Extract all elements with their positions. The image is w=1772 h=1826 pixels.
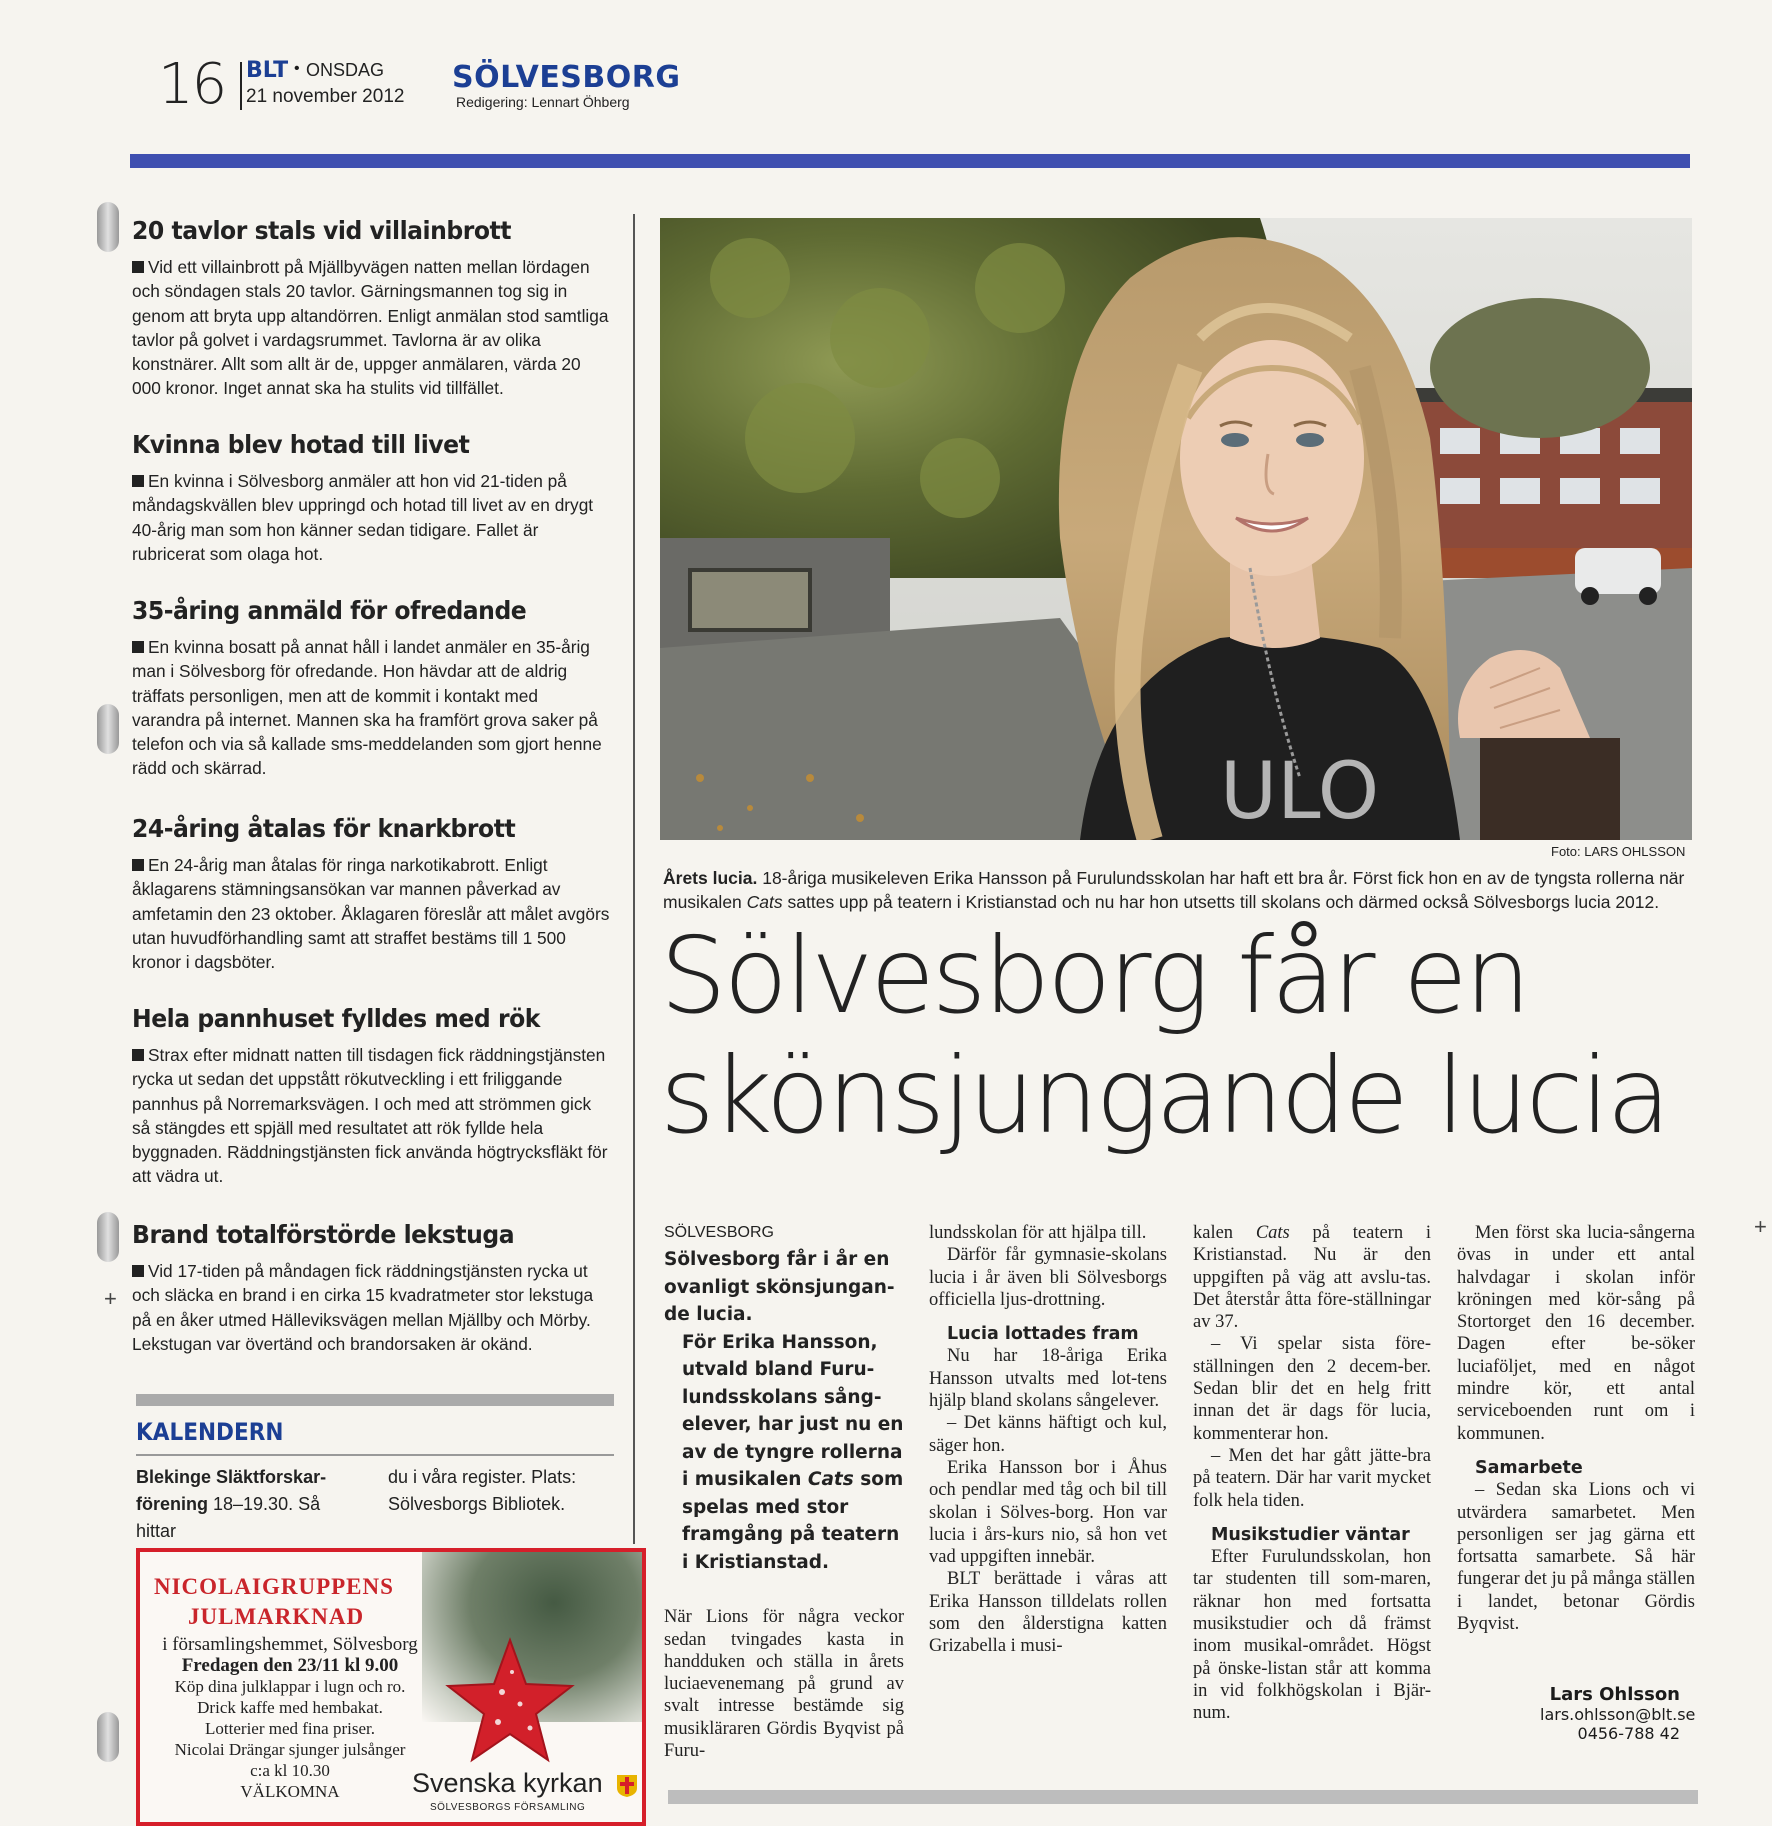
article-dateline: SÖLVESBORG	[664, 1224, 774, 1241]
article-subheading: Samarbete	[1475, 1457, 1583, 1478]
brief-body: Vid 17-tiden på måndagen fick räddningstjänsten rycka ut och släcka en brand i en cirka 15 kvadratmeter stor lekstuga på en åker utmed Hälleviksvägen mellan Mjällby och Mörby. Lekstugan var övertänd och brandorsaken är okänd.	[132, 1261, 594, 1354]
church-cross-icon	[616, 1774, 638, 1798]
calendar-entry-name: Blekinge Släktforskar-förening	[136, 1467, 327, 1514]
registration-mark: +	[104, 1286, 117, 1311]
brief-title: 24-åring åtalas för knarkbrott	[132, 814, 516, 843]
article-paragraph: – Vi spelar sista före-ställningen den 2 decem-ber. Sedan blir det en helg fritt innan det är dags för lucia, kommenterar hon.	[1193, 1334, 1431, 1444]
article-headline: Sölvesborg får en skönsjungande lucia	[660, 915, 1669, 1157]
registration-mark: +	[1754, 1214, 1767, 1239]
binder-hole	[97, 1212, 119, 1262]
bullet-square	[132, 859, 144, 871]
article-paragraph: När Lions för några veckor sedan tvingades kasta in handduken och ställa in årets luciaevenemang på grund av svalt intresse bestämde sig musikläraren Gördis Byqvist på Furu-	[664, 1607, 904, 1762]
news-brief	[132, 430, 610, 566]
article-paragraph: – Men det har gått jätte-bra på teatern. Där har varit mycket folk hela tiden.	[1193, 1445, 1431, 1511]
svg-text:ULO: ULO	[1220, 747, 1380, 837]
brief-title: 20 tavlor stals vid villainbrott	[132, 216, 512, 245]
bullet-square	[132, 1049, 144, 1061]
calendar-entry-text: 18–19.30. Så hittar	[136, 1494, 321, 1541]
article-paragraph: kalen Cats på teatern i Kristianstad. Nu är den uppgiften på väg att avslu-tas. Det återstår åtta före-ställningar av 37.	[1193, 1223, 1431, 1333]
brief-title: Brand totalförstörde lekstuga	[132, 1220, 515, 1249]
article-column-3	[1193, 1222, 1431, 1725]
article-paragraph: Erika Hansson bor i Åhus och pendlar med tåg och bil till skolan i Sölves-borg. Hon var lucia i års-kurs nio, så hon vet vad uppgiften innebär.	[929, 1457, 1167, 1568]
brief-body: Vid ett villainbrott på Mjällbyvägen natten mellan lördagen och söndagen stals 20 tavlor. Gärningsmannen tog sig in genom att bryta upp altandörren. Enligt anmälan stod samtliga tavlor på golvet i vardagsrummet. Tavlorna är av olika konstnärer. Allt som allt är de, uppger anmälaren, värda 20 000 kronor. Inget annat ska ha stulits vid tillfället.	[132, 257, 609, 399]
bleed-through-ghost	[700, 40, 728, 133]
bottom-band	[668, 1790, 1698, 1804]
lucia-photo	[660, 218, 1692, 840]
brief-body: En 24-årig man åtalas för ringa narkotikabrott. Enligt åklagarens stämningsansökan var mannen påverkad av amfetamin den 23 oktober. Åklagaren föreslår att målet avgörs utan huvudförhandling samt att straffet bestäms till 1 500 kronor i dagsböter.	[132, 855, 610, 973]
byline	[1540, 1684, 1696, 1743]
calendar-band	[136, 1394, 614, 1406]
byline-name: Lars Ohlsson	[1549, 1684, 1680, 1705]
byline-email: lars.ohlsson@blt.se	[1540, 1705, 1696, 1724]
brief-title: 35-åring anmäld för ofredande	[132, 596, 527, 625]
header-separator	[240, 62, 242, 110]
bullet-square	[132, 1265, 144, 1277]
news-brief	[132, 216, 610, 401]
bullet-square	[132, 261, 144, 273]
news-brief	[132, 596, 610, 781]
byline-phone: 0456-788 42	[1577, 1724, 1680, 1743]
article-paragraph: BLT berättade i våras att Erika Hansson tilldelats rollen som den ålderstigna katten Grizabella i musi-	[929, 1569, 1167, 1657]
brief-title: Kvinna blev hotad till livet	[132, 430, 470, 459]
section-editor: Redigering: Lennart Öhberg	[456, 94, 630, 110]
page-number: 16	[158, 52, 226, 117]
article-paragraph: – Det känns häftigt och kul, säger hon.	[929, 1413, 1167, 1456]
header-weekday: ONSDAG	[306, 60, 385, 80]
binder-hole	[97, 1712, 119, 1762]
article-paragraph: Efter Furulundsskolan, hon tar studenten till som-maren, räknar hon med fortsatta musikstudier och då främst inom musikal-området. Högst på önske-listan står att komma in vid folkhögskolan i Bjär-num.	[1193, 1547, 1431, 1724]
article-lead-2: För Erika Hansson, utvald bland Furu-lundsskolans sång-elever, har just nu en av de tyngre rollerna i musikalen Cats som spelas med stor framgång på teatern i Kristianstad.	[682, 1331, 904, 1573]
article-subheading: Lucia lottades fram	[947, 1324, 1139, 1345]
ad-org-sub: SÖLVESBORGS FÖRSAMLING	[430, 1802, 586, 1813]
article-column-1	[664, 1222, 904, 1762]
brief-title: Hela pannhuset fylldes med rök	[132, 1004, 540, 1033]
calendar-entry-continued: du i våra register. Plats: Sölvesborgs Bibliotek.	[388, 1467, 577, 1514]
calendar-title: KALENDERN	[136, 1418, 284, 1446]
news-brief	[132, 1004, 610, 1189]
header-date: 21 november 2012	[246, 86, 405, 107]
calendar-entry	[136, 1464, 364, 1545]
article-column-4	[1457, 1222, 1695, 1635]
paper-logo: BLT	[246, 58, 289, 83]
article-paragraph: – Sedan ska Lions och vi utvärdera samarbetet. Men personligen ser jag gärna ett fortsatta samarbete. Så här fungerar det ju på många ställen i landet, betonar Gördis Byqvist.	[1457, 1480, 1695, 1635]
ad-org: Svenska kyrkan	[412, 1768, 603, 1798]
article-paragraph: Därför får gymnasie-skolans lucia i år även bli Sölvesborgs officiella ljus-drottning.	[929, 1245, 1167, 1310]
header-rule	[130, 154, 1690, 168]
binder-hole	[97, 202, 119, 252]
header-dot: •	[294, 60, 300, 77]
bullet-square	[132, 475, 144, 487]
julmarknad-ad	[136, 1548, 646, 1826]
brief-body: En kvinna bosatt på annat håll i landet anmäler en 35-årig man i Sölvesborg för ofredande. Hon hävdar att de aldrig träffats personligen, men att de kommit i kontakt med varandra på internet. Mannen ska ha framfört grova saker på telefon och via så kallade sms-meddelanden som gjort henne rädd och skärrad.	[132, 637, 602, 779]
ad-title: NICOLAIGRUPPENS JULMARKNAD	[154, 1574, 394, 1629]
portrait-illustration	[660, 218, 1692, 840]
article-subheading: Musikstudier väntar	[1211, 1524, 1410, 1545]
news-brief	[132, 814, 610, 974]
article-paragraph: lundsskolan för att hjälpa till.	[929, 1223, 1147, 1243]
article-paragraph: Nu har 18-åriga Erika Hansson utvalts med lot-tens hjälp bland skolans sångelever.	[929, 1346, 1167, 1412]
ad-when: Fredagen den 23/11 kl 9.00	[181, 1655, 399, 1676]
section-title: SÖLVESBORG	[452, 60, 681, 95]
brief-body: Strax efter midnatt natten till tisdagen fick räddningstjänsten rycka ut sedan det uppstått rökutveckling i ett friliggande pannhus på Norremarksvägen. I och med att strömmen gick så stängdes ett spjäll med resultatet att rök fyllde hela byggnaden. Räddningstjänsten fick använda högtrycksfläkt för att vädra ut.	[132, 1045, 608, 1187]
photo-credit: Foto: LARS OHLSSON	[1551, 844, 1686, 859]
article-paragraph: Men först ska lucia-sångerna övas in under ett antal halvdagar i skolan inför kröningen med kör-sång på Stortorget den 16 december. Dagen efter be-söker luciaföljet, med en något mindre kör, ett antal serviceboenden runt om i kommunen.	[1457, 1223, 1695, 1444]
brief-body: En kvinna i Sölvesborg anmäler att hon vid 21-tiden på måndagskvällen blev uppringd och hotad till livet av en drygt 40-årig man som hon känner sedan tidigare. Fallet är rubricerat som olaga hot.	[132, 471, 594, 564]
ad-details: i församlingshemmet, Sölvesborg Fredagen den 23/11 kl 9.00 Köp dina julklappar i lugn och ro. Drick kaffe med hembakat. Lotterier med fina priser. Nicolai Drängar sjunger julsånger c:a kl 10.30 VÄLKOMNA	[140, 1634, 440, 1802]
article-column-2	[929, 1222, 1167, 1658]
binder-hole	[97, 704, 119, 754]
column-rule	[633, 214, 635, 1544]
bullet-square	[132, 641, 144, 653]
ad-venue: i församlingshemmet, Sölvesborg	[162, 1634, 418, 1655]
calendar-rule	[136, 1454, 614, 1456]
photo-caption: Årets lucia. 18-åriga musikeleven Erika Hansson på Furulundsskolan har haft ett bra år. Först fick hon en av de tyngsta rollerna när musikalen Cats sattes upp på teatern i Kristianstad och nu har hon utsetts till skolans och därmed också Sölvesborgs lucia 2012.	[663, 868, 1685, 912]
article-lead: Sölvesborg får i år en ovanligt skönsjungan-de lucia.	[664, 1249, 895, 1326]
news-brief	[132, 1220, 610, 1356]
star-icon	[440, 1632, 580, 1772]
